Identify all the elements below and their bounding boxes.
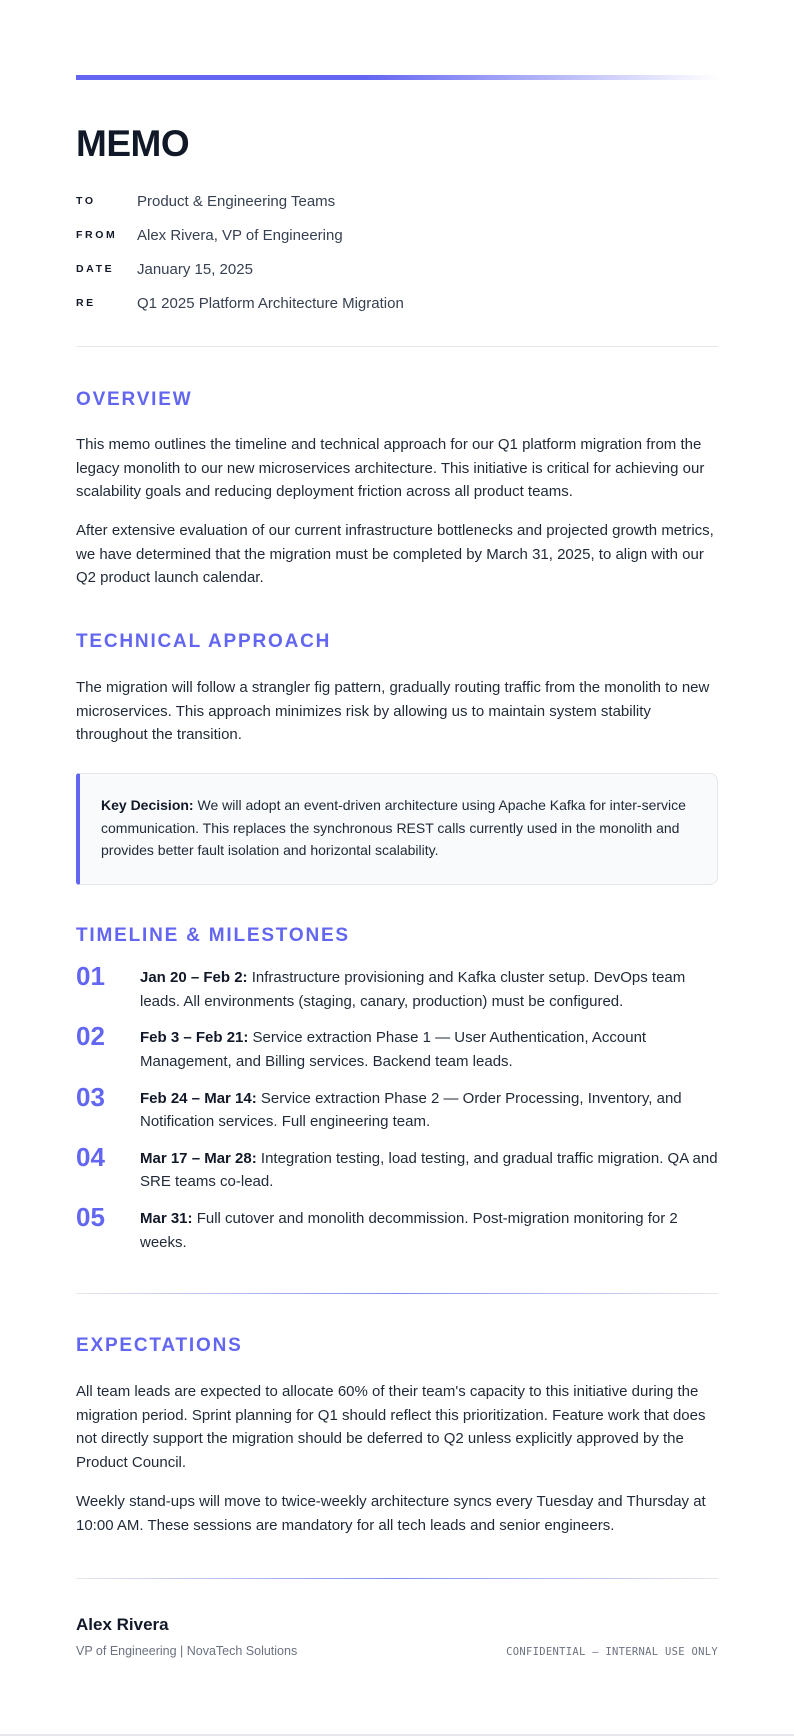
divider bbox=[76, 1578, 718, 1579]
meta-row-date bbox=[76, 260, 718, 294]
milestone-description: Service extraction Phase 1 — User Authentication, Account Management, and Billing services. Backend team leads. bbox=[140, 1029, 647, 1070]
milestone-number: 03 bbox=[76, 1081, 105, 1112]
milestone-description: Infrastructure provisioning and Kafka cluster setup. DevOps team leads. All environments (staging, canary, production) must be configured. bbox=[140, 969, 686, 1010]
milestone-number: 02 bbox=[76, 1021, 105, 1052]
milestone-list bbox=[76, 961, 718, 1267]
meta-label: DATE bbox=[76, 263, 115, 275]
meta-row-to bbox=[76, 192, 718, 226]
callout-text bbox=[101, 794, 701, 862]
milestone-description: Integration testing, load testing, and gradual traffic migration. QA and SRE teams co-lead. bbox=[140, 1149, 718, 1191]
milestone-dates: Feb 3 – Feb 21: bbox=[140, 1029, 249, 1047]
divider bbox=[76, 1293, 718, 1294]
meta-value: Alex Rivera, VP of Engineering bbox=[137, 227, 343, 244]
meta-row-re bbox=[76, 294, 718, 328]
memo-title: MEMO bbox=[76, 123, 190, 164]
meta-label: FROM bbox=[76, 229, 118, 241]
memo-header-fields bbox=[76, 192, 718, 328]
meta-label: RE bbox=[76, 297, 96, 309]
section-heading-overview: OVERVIEW bbox=[76, 389, 193, 410]
expectations-paragraph-2: Weekly stand-ups will move to twice-weekly architecture syncs every Tuesday and Thursday at 10:00 AM. These sessions are mandatory for all tech leads and senior engineers. bbox=[76, 1493, 706, 1534]
milestone-number: 04 bbox=[76, 1141, 105, 1172]
milestone-item bbox=[76, 1202, 718, 1267]
meta-value: January 15, 2025 bbox=[137, 261, 253, 278]
milestone-item bbox=[76, 1141, 718, 1207]
milestone-dates: Mar 31: bbox=[140, 1210, 193, 1228]
section-heading-technical-approach: TECHNICAL APPROACH bbox=[76, 631, 332, 652]
signature-name: Alex Rivera bbox=[76, 1615, 169, 1634]
overview-paragraph-2: After extensive evaluation of our current infrastructure bottlenecks and projected growth metrics, we have determined that the migration must be completed by March 31, 2025, to align with our Q2 product launch calendar. bbox=[76, 522, 714, 586]
overview-paragraph-1: This memo outlines the timeline and technical approach for our Q1 platform migration from the legacy monolith to our new microservices architecture. This initiative is critical for achieving our scalability goals and reducing deployment friction across all product teams. bbox=[76, 436, 705, 500]
meta-label: TO bbox=[76, 195, 96, 207]
milestone-text bbox=[140, 1087, 718, 1134]
milestone-dates: Jan 20 – Feb 2: bbox=[140, 969, 248, 986]
milestone-text bbox=[140, 1147, 718, 1194]
milestone-item bbox=[76, 1021, 718, 1086]
accent-bar bbox=[76, 75, 718, 80]
milestone-dates: Mar 17 – Mar 28: bbox=[140, 1149, 257, 1167]
divider bbox=[76, 346, 718, 347]
confidential-notice: CONFIDENTIAL — INTERNAL USE ONLY bbox=[506, 1646, 718, 1658]
meta-value: Q1 2025 Platform Architecture Migration bbox=[137, 295, 404, 312]
milestone-number: 05 bbox=[76, 1202, 105, 1233]
callout-body: We will adopt an event-driven architecture using Apache Kafka for inter-service communication. This replaces the synchronous REST calls currently used in the monolith and provides better fault isolation and horizontal scalability. bbox=[101, 797, 686, 858]
milestone-text bbox=[140, 1026, 718, 1073]
milestone-description: Service extraction Phase 2 — Order Processing, Inventory, and Notification services. Full engineering team. bbox=[140, 1089, 682, 1131]
milestone-item bbox=[76, 1081, 718, 1147]
milestone-number: 01 bbox=[76, 961, 105, 991]
section-heading-expectations: EXPECTATIONS bbox=[76, 1335, 243, 1356]
signature-role: VP of Engineering | NovaTech Solutions bbox=[76, 1644, 298, 1658]
meta-row-from bbox=[76, 226, 718, 260]
milestone-text bbox=[140, 1207, 718, 1254]
milestone-text bbox=[140, 966, 718, 1013]
section-heading-timeline: TIMELINE & MILESTONES bbox=[76, 925, 350, 946]
milestone-description: Full cutover and monolith decommission. Post-migration monitoring for 2 weeks. bbox=[140, 1210, 678, 1251]
callout-label: Key Decision: bbox=[101, 797, 194, 813]
milestone-item bbox=[76, 961, 718, 1026]
meta-value: Product & Engineering Teams bbox=[137, 193, 336, 210]
key-decision-callout bbox=[76, 773, 718, 885]
technical-paragraph: The migration will follow a strangler fig pattern, gradually routing traffic from the monolith to new microservices. This approach minimizes risk by allowing us to maintain system stability throughout the transition. bbox=[76, 679, 710, 743]
expectations-paragraph-1: All team leads are expected to allocate 60% of their team's capacity to this initiative during the migration period. Sprint planning for Q1 should reflect this prioritization. Feature work that does not directly support the migration should be deferred to Q2 unless explicitly approved by the Product Council. bbox=[76, 1383, 706, 1471]
milestone-dates: Feb 24 – Mar 14: bbox=[140, 1089, 257, 1107]
